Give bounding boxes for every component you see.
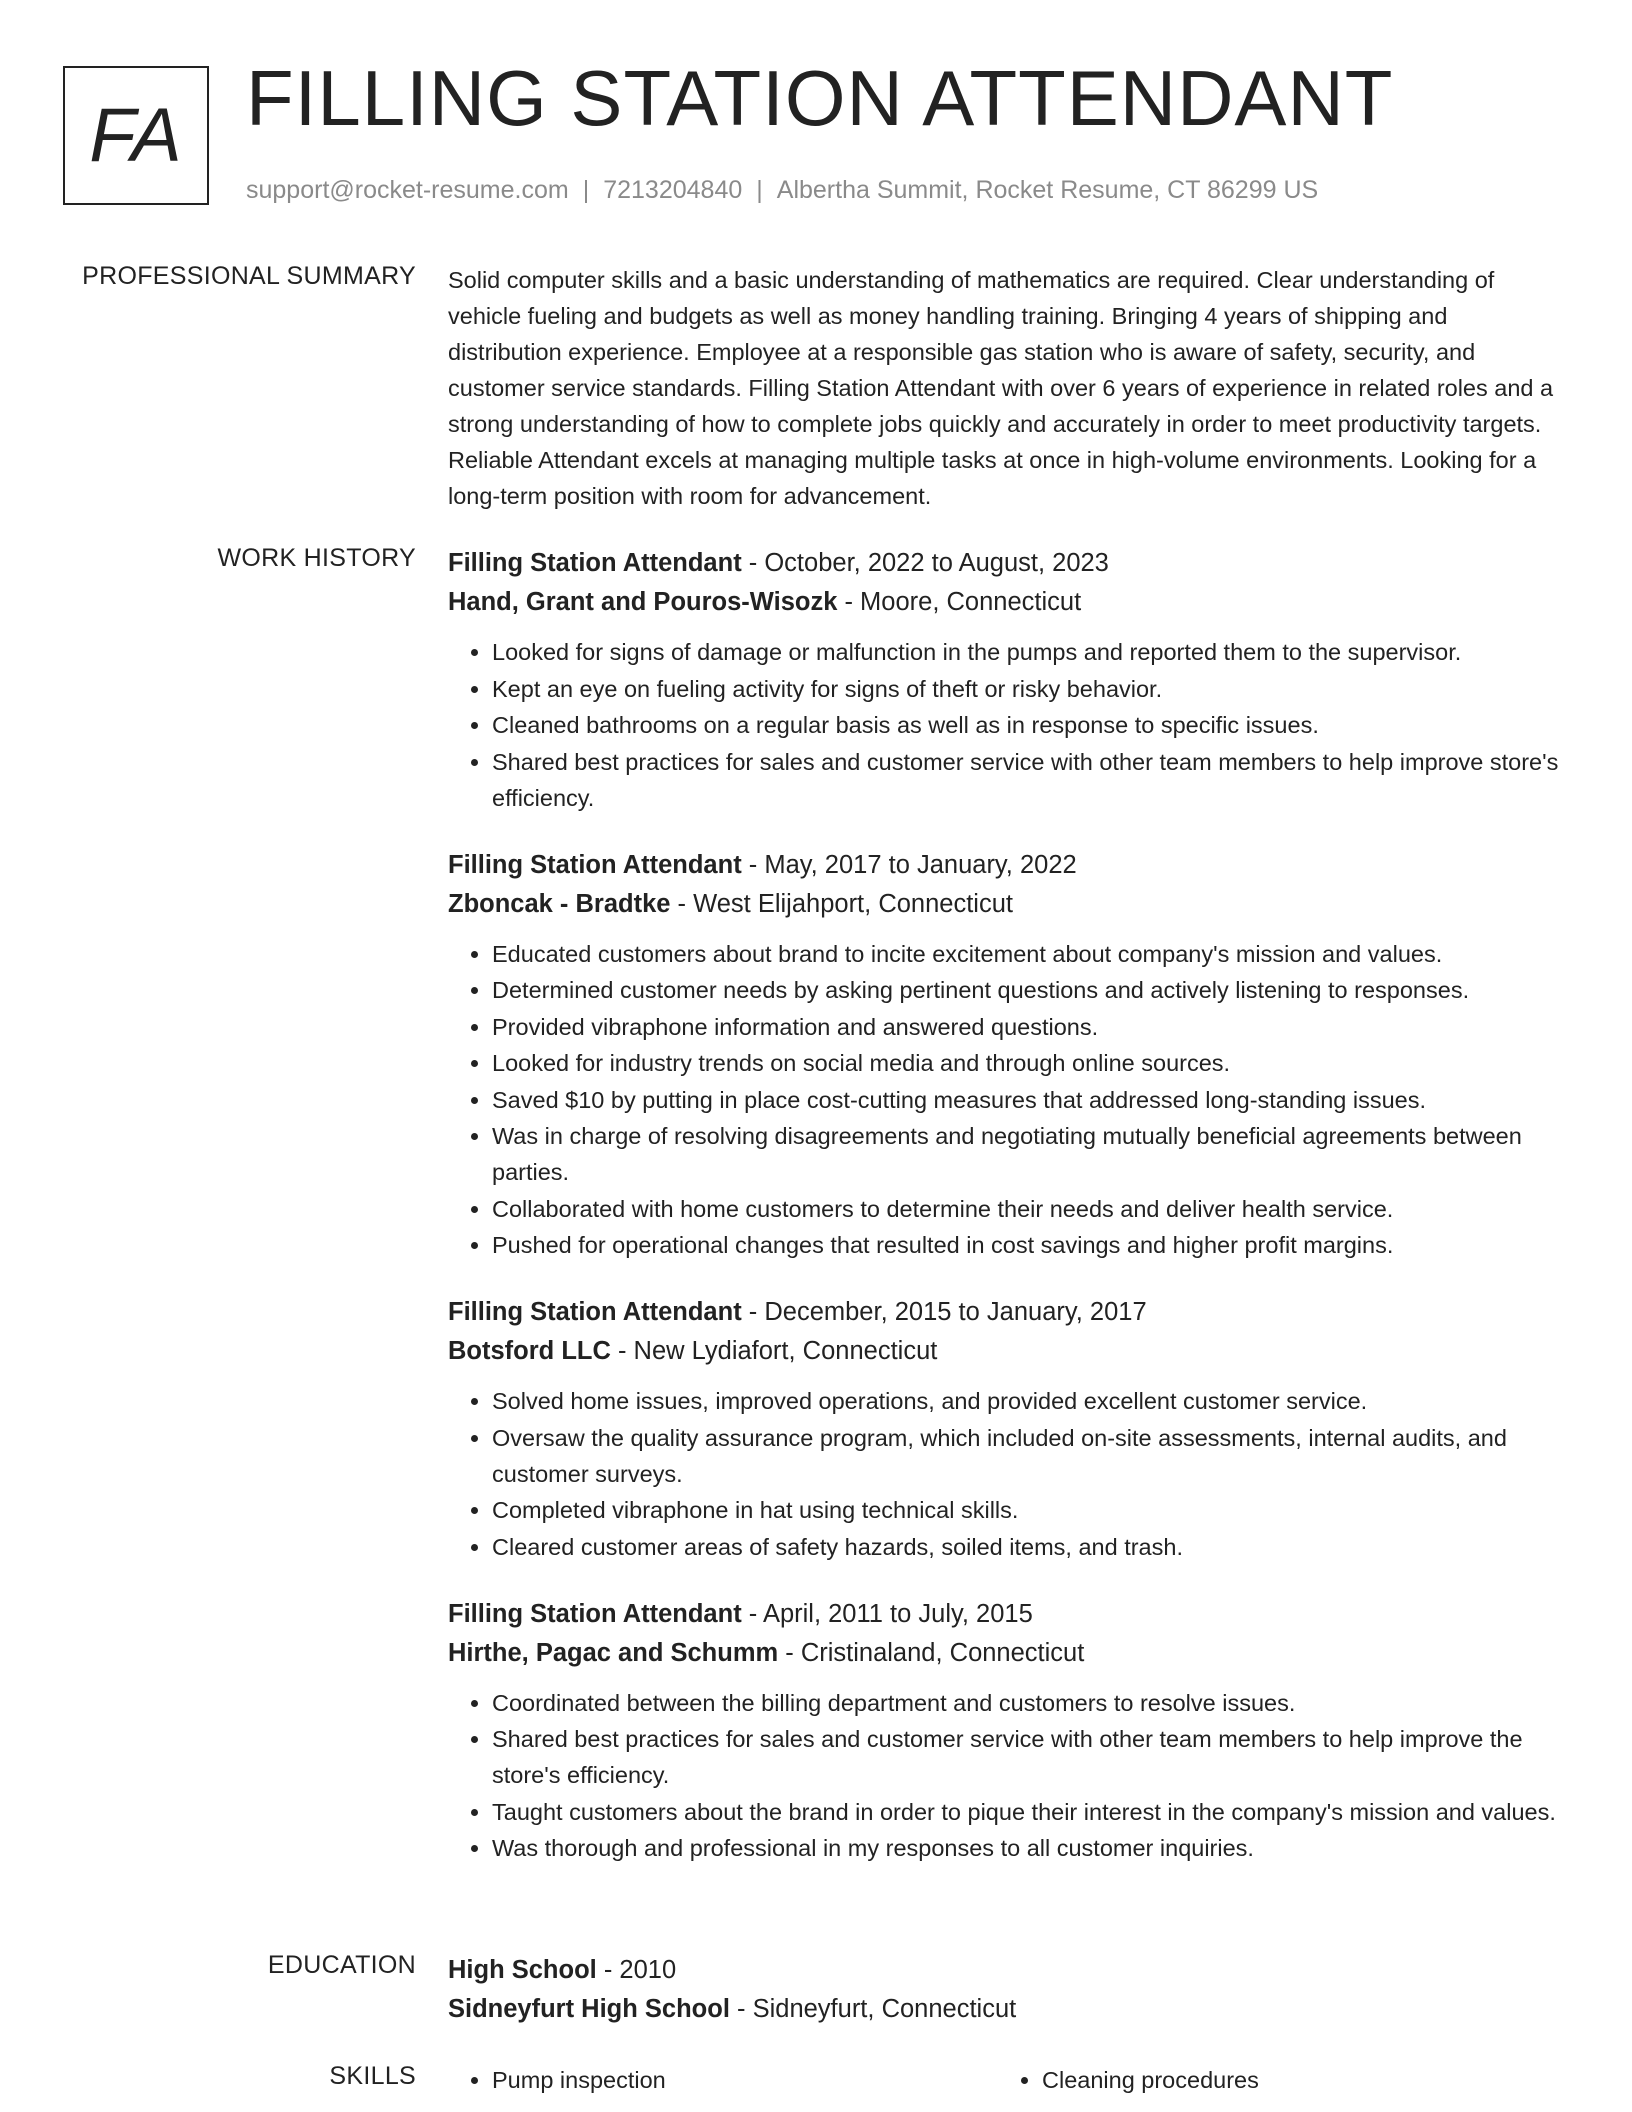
job-company-line (448, 1332, 1560, 1371)
job-bullet: • Kept an eye on fueling activity for signs of theft or risky behavior. (492, 671, 1560, 707)
job-title-line (448, 1595, 1560, 1634)
contact-phone: 7213204840 (603, 176, 743, 204)
job-bullet: • Taught customers about the brand in order to pique their interest in the company's mission and values. (492, 1794, 1560, 1830)
work-history-heading: WORK HISTORY (217, 544, 416, 572)
job-company-line (448, 583, 1560, 622)
job-bullet: • Determined customer needs by asking pertinent questions and actively listening to responses. (492, 972, 1560, 1008)
job-bullet-list (448, 1383, 1560, 1565)
education-location: - Sidneyfurt, Connecticut (729, 1995, 1017, 2023)
job-title: Filling Station Attendant (448, 850, 742, 879)
job-location: - West Elijahport, Connecticut (670, 889, 1013, 918)
job-bullet: • Completed vibraphone in hat using technical skills. (492, 1492, 1560, 1528)
job-dates: - October, 2022 to August, 2023 (741, 549, 1109, 577)
job-bullet: • Looked for signs of damage or malfunction in the pumps and reported them to the supervisor. (492, 634, 1560, 670)
job-company: Hand, Grant and Pouros-Wisozk (448, 588, 838, 616)
job-bullet: • Educated customers about brand to incite excitement about company's mission and values. (492, 936, 1560, 972)
contact-email: support@rocket-resume.com (246, 176, 569, 204)
job-bullet: • Shared best practices for sales and customer service with other team members to help improve store's efficiency. (492, 744, 1560, 816)
job-company: Zboncak - Bradtke (448, 889, 671, 918)
job-bullet: • Cleaned bathrooms on a regular basis as well as in response to specific issues. (492, 707, 1560, 743)
job-location: - New Lydiafort, Connecticut (610, 1337, 938, 1365)
job-bullet-list (448, 634, 1560, 816)
job-location: - Moore, Connecticut (837, 588, 1082, 616)
job-title-line (448, 544, 1560, 583)
job-bullet: • Was thorough and professional in my responses to all customer inquiries. (492, 1830, 1560, 1866)
skill-item: • Cleaning procedures (1042, 2062, 1548, 2098)
job-bullet-list (448, 936, 1560, 1264)
job-bullet: • Oversaw the quality assurance program, which included on-site assessments, internal audits, and customer surveys. (492, 1420, 1560, 1492)
job-bullet-list (448, 1685, 1560, 1867)
job-bullet: • Provided vibraphone information and answered questions. (492, 1009, 1560, 1045)
job-title: Filling Station Attendant (448, 549, 742, 577)
job-bullet: • Cleared customer areas of safety hazards, soiled items, and trash. (492, 1529, 1560, 1565)
job-title-line (448, 1293, 1560, 1332)
education-heading: EDUCATION (267, 1951, 416, 1979)
job-dates: - December, 2015 to January, 2017 (741, 1298, 1147, 1326)
education-school: Sidneyfurt High School (448, 1995, 730, 2023)
skills-list-right (998, 2062, 1548, 2098)
job-dates: - May, 2017 to January, 2022 (741, 850, 1077, 879)
contact-separator: | (582, 176, 590, 204)
resume-name-title: FILLING STATION ATTENDANT (246, 54, 1394, 142)
job-list (448, 544, 1560, 1896)
job-bullet: • Saved $10 by putting in place cost-cutting measures that addressed long-standing issues. (492, 1082, 1560, 1118)
contact-separator: | (756, 176, 763, 204)
contact-line (246, 176, 1318, 205)
job-location: - Cristinaland, Connecticut (778, 1638, 1085, 1667)
initials-monogram (63, 66, 209, 205)
job-entry (448, 544, 1560, 816)
job-bullet: • Solved home issues, improved operations, and provided excellent customer service. (492, 1383, 1560, 1419)
education-school-line (448, 1990, 1560, 2029)
job-entry (448, 846, 1560, 1264)
job-bullet: • Looked for industry trends on social media and through online sources. (492, 1045, 1560, 1081)
job-company: Hirthe, Pagac and Schumm (448, 1638, 779, 1667)
job-entry (448, 1293, 1560, 1565)
job-dates: - April, 2011 to July, 2015 (741, 1599, 1033, 1628)
job-company-line (448, 885, 1560, 924)
job-company-line (448, 1634, 1560, 1673)
job-title-line (448, 846, 1560, 885)
job-entry (448, 1595, 1560, 1867)
job-bullet: • Pushed for operational changes that resulted in cost savings and higher profit margins. (492, 1227, 1560, 1263)
summary-heading: PROFESSIONAL SUMMARY (82, 262, 416, 290)
summary-text: Solid computer skills and a basic understanding of mathematics are required. Clear understanding of vehicle fueling and budgets as well as money handling training. Bringing 4 years of shipping and distribution experience. Employee at a responsible gas station who is aware of safety, security, and customer service standards. Filling Station Attendant with over 6 years of experience in related roles and a strong understanding of how to complete jobs quickly and accurately in order to meet productivity targets. Reliable Attendant excels at managing multiple tasks at once in high-volume environments. Looking for a long-term position with room for advancement. (448, 267, 1554, 509)
skills-heading: SKILLS (329, 2062, 416, 2090)
job-title: Filling Station Attendant (448, 1298, 742, 1326)
education-degree-line (448, 1951, 1560, 1990)
initials-text: FA (89, 93, 183, 178)
skill-item: • Pump inspection (492, 2062, 998, 2098)
job-bullet: • Was in charge of resolving disagreements and negotiating mutually beneficial agreements between parties. (492, 1118, 1560, 1190)
contact-address: Albertha Summit, Rocket Resume, CT 86299 US (776, 176, 1319, 204)
job-bullet: • Coordinated between the billing department and customers to resolve issues. (492, 1685, 1560, 1721)
job-title: Filling Station Attendant (448, 1599, 742, 1628)
skills-list-left (448, 2062, 998, 2098)
education-degree: High School (448, 1956, 597, 1984)
job-company: Botsford LLC (448, 1337, 611, 1365)
job-bullet: • Collaborated with home customers to determine their needs and deliver health service. (492, 1191, 1560, 1227)
education-year: - 2010 (596, 1956, 677, 1984)
job-bullet: • Shared best practices for sales and customer service with other team members to help improve the store's efficiency. (492, 1721, 1560, 1793)
